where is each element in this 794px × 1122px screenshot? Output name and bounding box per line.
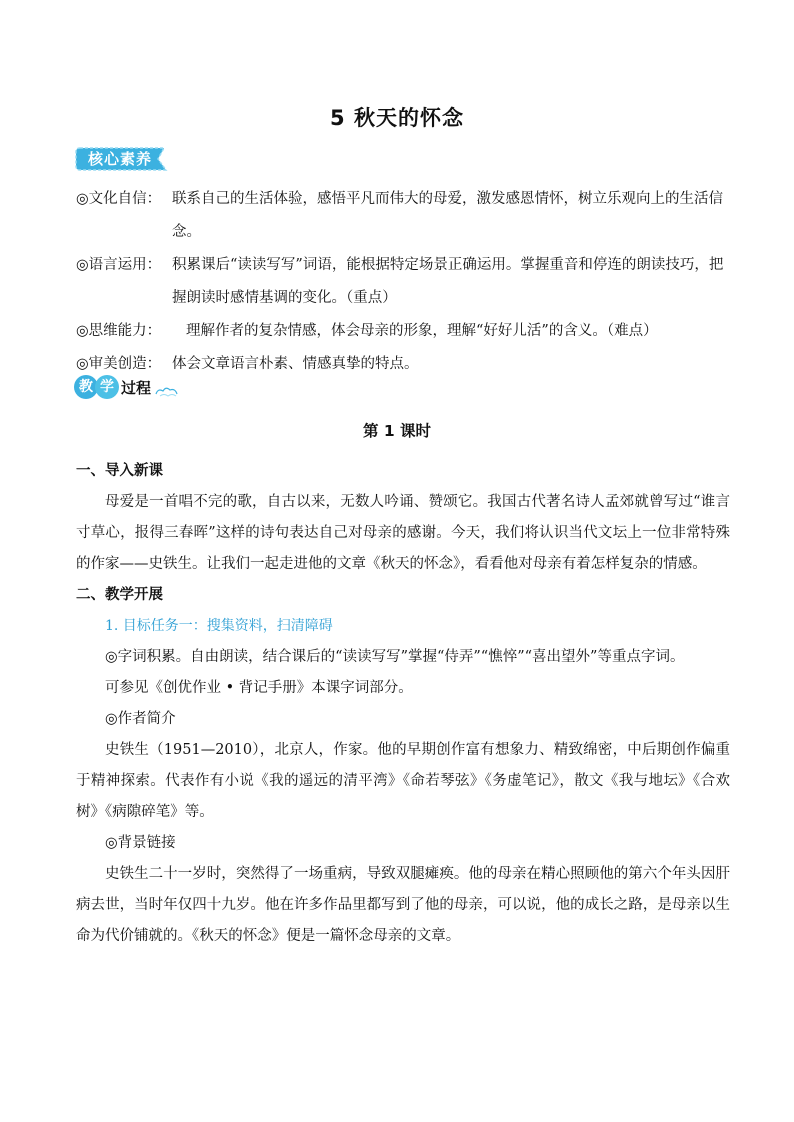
lesson-period-heading: 第 1 课时: [362, 422, 432, 440]
goal-text: 联系自己的生活体验，感悟平凡而伟大的母爱，激发感恩情怀，树立乐观向上的生活信念。: [172, 191, 723, 240]
core-literacy-banner: [74, 146, 170, 172]
goal-item: [76, 315, 736, 348]
core-goals-list: [76, 183, 736, 381]
goal-label: ◎思维能力：: [76, 323, 162, 339]
lesson-body: [76, 456, 730, 952]
background-paragraph: 史铁生二十一岁时，突然得了一场重病，导致双腿瘫痪。他的母亲在精心照顾他的第六个年头因肝病去世，当时年仅四十九岁。他在许多作品里都写到了他的母亲，可以说，他的成长之路，是母亲以生命为代价铺就的。《秋天的怀念》便是一篇怀念母亲的文章。: [76, 866, 730, 944]
task-heading: 1. 目标任务一：搜集资料，扫清障碍: [105, 618, 333, 634]
process-char-bubble: 学: [95, 375, 119, 399]
goal-text: 体会文章语言朴素、情感真挚的特点。: [172, 356, 419, 372]
goal-item: [76, 249, 736, 315]
goal-text: 积累课后“读读写写”词语，能根据特定场景正确运用。掌握重音和停连的朗读技巧，把握朗读时感情基调的变化。（重点）: [172, 257, 724, 306]
core-literacy-label: 核心素养: [87, 150, 152, 168]
vocab-paragraph: ◎字词积累。自由朗读，结合课后的“读读写写”掌握“侍弄”“憔悴”“喜出望外”等重点字词。: [105, 649, 685, 665]
process-label: 过程: [121, 379, 152, 397]
lesson-title: 5 秋天的怀念: [330, 106, 464, 130]
teaching-process-header: [74, 375, 194, 401]
section-heading: 一、导入新课: [76, 463, 163, 479]
cloud-decoration-icon: [154, 385, 180, 397]
goal-text: 理解作者的复杂情感，体会母亲的形象，理解“好好儿活”的含义。（难点）: [186, 323, 658, 339]
section-heading: 二、教学开展: [76, 587, 163, 603]
goal-label: ◎文化自信：: [76, 191, 162, 207]
background-heading: ◎背景链接: [105, 835, 176, 851]
reference-note: 可参见《创优作业 • 背记手册》本课字词部分。: [105, 680, 413, 696]
goal-label: ◎语言运用：: [76, 257, 162, 273]
goal-label: ◎审美创造：: [76, 356, 162, 372]
author-paragraph: 史铁生（1951—2010），北京人，作家。他的早期创作富有想象力、精致绵密，中后期创作偏重于精神探索。代表作有小说《我的遥远的清平湾》《命若琴弦》《务虚笔记》，散文《我与地坛》《合欢树》《病隙碎笔》等。: [76, 742, 730, 820]
goal-item: [76, 183, 736, 249]
intro-paragraph: 母爱是一首唱不完的歌，自古以来，无数人吟诵、赞颂它。我国古代著名诗人孟郊就曾写过“谁言寸草心，报得三春晖”这样的诗句表达自己对母亲的感谢。今天，我们将认识当代文坛上一位非常特殊的作家——史铁生。让我们一起走进他的文章《秋天的怀念》，看看他对母亲有着怎样复杂的情感。: [76, 494, 730, 572]
author-heading: ◎作者简介: [105, 711, 176, 727]
process-char-bubble: 教: [74, 375, 98, 399]
